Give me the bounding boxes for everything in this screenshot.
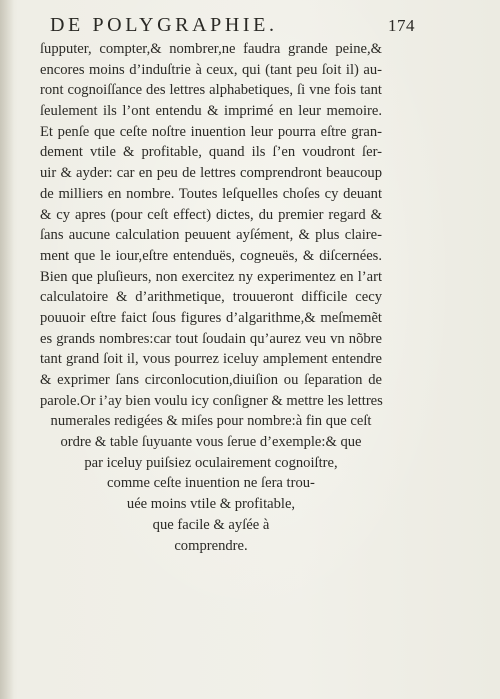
text-line: es grands nombres:car tout ſoudain qu’aurez veu vn nõbre [40,330,382,347]
text-line: ſans aucune calculation peuuent ayſément, & plus claire- [40,227,382,244]
text-line: uir & ayder: car en peu de lettres comprendront beaucoup [40,165,382,182]
text-line: comme ceſte inuention ne ſera trou- [107,475,315,492]
page-number: 174 [388,16,415,35]
text-line: dement vtile & profitable, quand ils ſ’en voudront ſer- [40,144,382,161]
text-line: de milliers en nombre. Toutes leſquelles choſes cy deuant [40,185,382,202]
text-line: parole.Or i’ay bien voulu icy conſigner & mettre les lettres [40,392,383,409]
text-line: encores moins d’induſtrie à ceux, qui (tant peu ſoit il) au- [40,61,382,78]
text-line: ront cognoiſſance des lettres alphabetiques, ſi vne fois tant [40,82,382,99]
text-line: & cy apres (pour ceſt effect) dictes, du premier regard & [40,206,382,223]
text-line: uée moins vtile & profitable, [126,496,296,513]
text-line: pouuoir eſtre faict ſous figures d’algarithme,& meſmemẽt [40,309,382,326]
running-head: DE POLYGRAPHIE. [50,14,278,36]
text-line: ſeulement ils l’ont entendu & imprimé en leur memoire. [40,103,382,120]
text-line: Bien que pluſieurs, non exercitez ny experimentez en l’art [40,268,382,285]
text-line: calculatoire & d’arithmetique, trouueront difficile cecy [40,289,382,306]
text-line: tant grand ſoit il, vous pourrez iceluy amplement entendre [40,351,382,368]
text-line: par iceluy puiſsiez oculairement cognoiſtre, [84,454,338,471]
text-line: ſupputer, compter,& nombrer,ne faudra grande peine,& [40,41,382,57]
text-line: numerales redigées & miſes pour nombre:à fin que ceſt [50,413,372,430]
text-line: ordre & table ſuyuante vous ſerue d’exemple:& que [60,434,362,451]
text-line: & exprimer ſans circonlocution,diuiſion ou ſeparation de [40,372,382,388]
gutter-shadow [0,0,14,699]
text-line: que facile & ayſée à [152,516,270,533]
text-line: Et penſe que ceſte noſtre inuention leur pourra eſtre gran- [40,123,382,140]
text-line: comprendre. [174,537,248,554]
text-line: ment que le iour,eſtre entenduës, cogneuës, & diſcernées. [40,247,382,264]
body-text [40,39,382,556]
